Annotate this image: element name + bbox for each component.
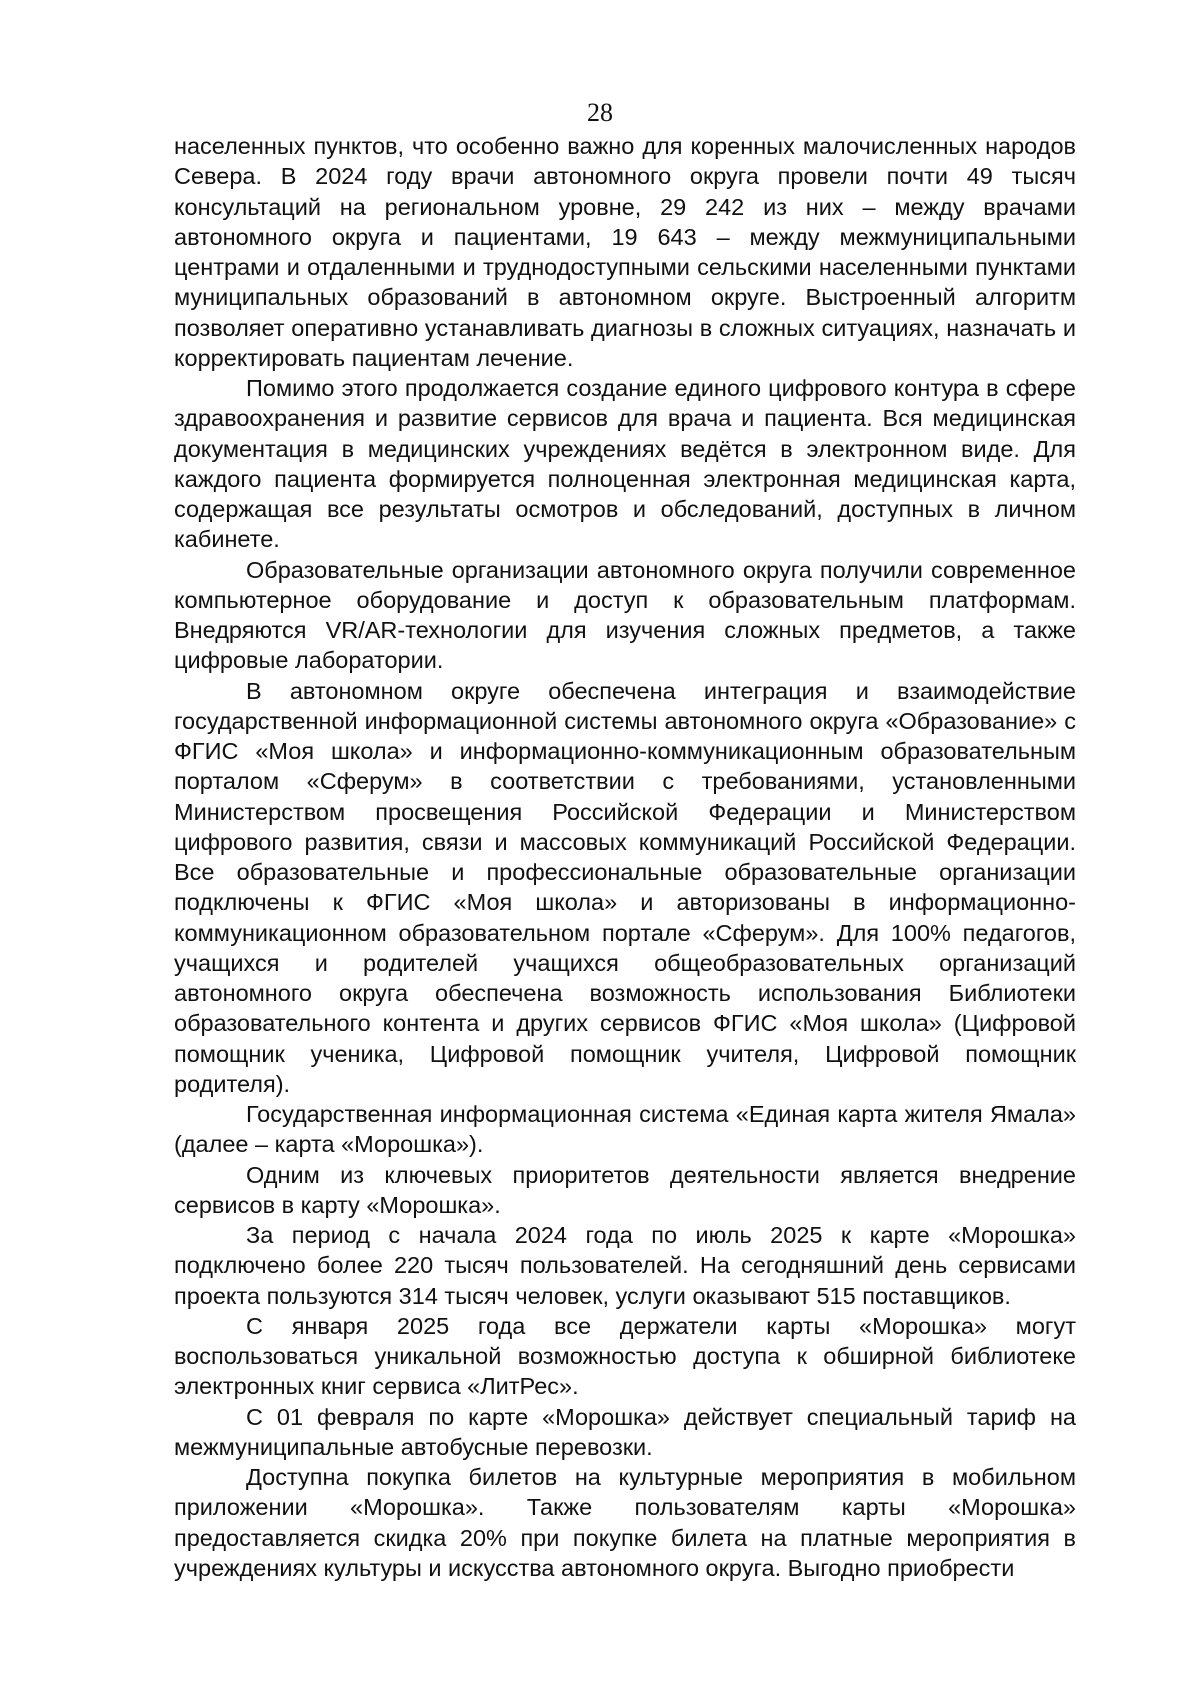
paragraph-moroshka-culture-tickets: Доступна покупка билетов на культурные мероприятия в мобильном приложении «Морошка». Также пользователям карты «Морошка» предоставляется скидка 20% при покупке билета на платные мероприятия в учреждениях культуры и искусства автономного округа. Выгодно приобрести: [174, 1464, 1076, 1581]
paragraph-moroshka-priorities: Одним из ключевых приоритетов деятельности является внедрение сервисов в карту «Морошка».: [174, 1161, 1076, 1218]
document-body: [174, 131, 1076, 1583]
paragraph-moroshka-users: За период с начала 2024 года по июль 2025 к карте «Морошка» подключено более 220 тысяч пользователей. На сегодняшний день сервисами проекта пользуются 314 тысяч человек, услуги оказывают 515 поставщиков.: [174, 1222, 1076, 1309]
page-number: 28: [587, 98, 613, 127]
paragraph-digital-health-contour: Помимо этого продолжается создание единого цифрового контура в сфере здравоохранения и развитие сервисов для врача и пациента. Вся медицинская документация в медицинских учреждениях ведётся в электронном виде. Для каждого пациента формируется полноценная электронная медицинская карта, содержащая все результаты осмотров и обследований, доступных в личном кабинете.: [174, 375, 1076, 553]
paragraph-education-integration: В автономном округе обеспечена интеграция и взаимодействие государственной информационной системы автономного округа «Образование» с ФГИС «Моя школа» и информационно-коммуникационным образовательным порталом «Сферум» в соответствии с требованиями, установленными Министерством просвещения Российской Федерации и Министерством цифрового развития, связи и массовых коммуникаций Российской Федерации. Все образовательные и профессиональные образовательные организации подключены к ФГИС «Моя школа» и авторизованы в информационно-коммуникационном образовательном портале «Сферум». Для 100% педагогов, учащихся и родителей учащихся общеобразовательных организаций автономного округа обеспечена возможность использования Библиотеки образовательного контента и других сервисов ФГИС «Моя школа» (Цифровой помощник ученика, Цифровой помощник учителя, Цифровой помощник родителя).: [174, 677, 1076, 1097]
paragraph-telemedicine-continued: населенных пунктов, что особенно важно для коренных малочисленных народов Севера. В 2024 году врачи автономного округа провели почти 49 тысяч консультаций на региональном уровне, 29 242 из них – между врачами автономного округа и пациентами, 19 643 – между межмуниципальными центрами и отдаленными и труднодоступными сельскими населенными пунктами муниципальных образований в автономном округе. Выстроенный алгоритм позволяет оперативно устанавливать диагнозы в сложных ситуациях, назначать и корректировать пациентам лечение.: [174, 133, 1076, 371]
paragraph-moroshka-card-intro: Государственная информационная система «Единая карта жителя Ямала» (далее – карта «Морошка»).: [174, 1101, 1076, 1158]
paragraph-moroshka-litres: С января 2025 года все держатели карты «Морошка» могут воспользоваться уникальной возможностью доступа к обширной библиотеке электронных книг сервиса «ЛитРес».: [174, 1312, 1076, 1400]
paragraph-moroshka-bus-tariff: С 01 февраля по карте «Морошка» действует специальный тариф на межмуниципальные автобусные перевозки.: [174, 1403, 1076, 1460]
paragraph-education-equipment: Образовательные организации автономного округа получили современное компьютерное оборудование и доступ к образовательным платформам. Внедряются VR/AR-технологии для изучения сложных предметов, а также цифровые лаборатории.: [174, 556, 1076, 674]
